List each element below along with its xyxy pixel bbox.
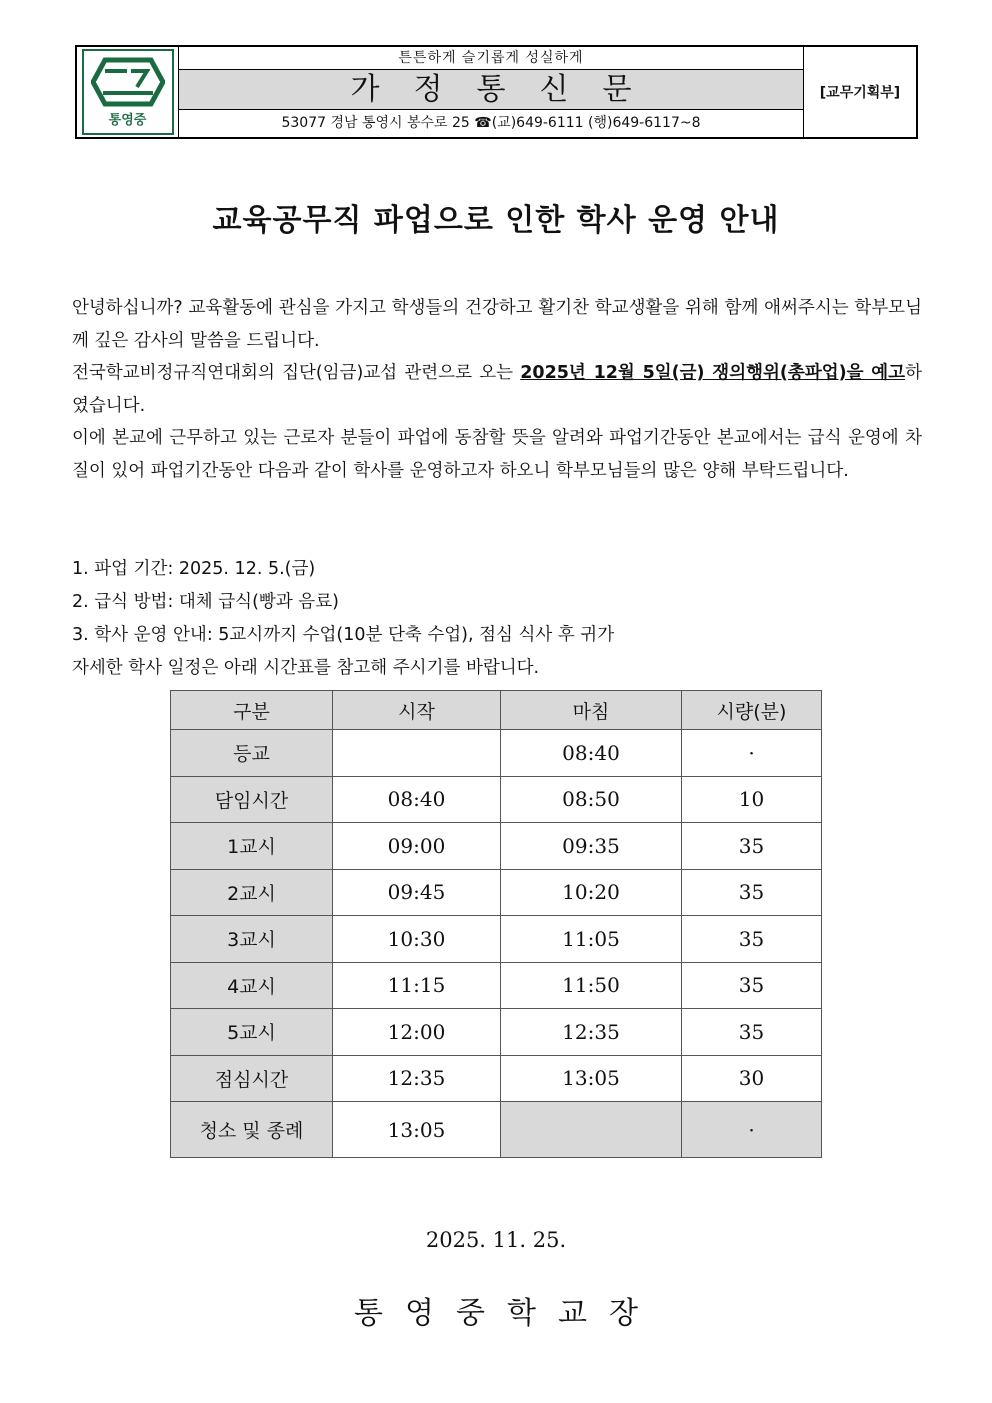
table-row xyxy=(171,1102,822,1158)
table-cell: 10:20 xyxy=(501,869,682,916)
table-header-start: 시작 xyxy=(333,691,501,730)
table-cell: 13:05 xyxy=(501,1055,682,1102)
school-motto: 튼튼하게 슬기롭게 성실하게 xyxy=(179,47,803,70)
table-cell: 11:50 xyxy=(501,962,682,1009)
table-cell: 10:30 xyxy=(333,916,501,963)
table-cell: 등교 xyxy=(171,730,333,777)
table-cell: 11:15 xyxy=(333,962,501,1009)
table-cell: 35 xyxy=(682,869,822,916)
issue-date: 2025. 11. 25. xyxy=(425,1228,567,1252)
info-list xyxy=(72,553,922,685)
table-cell: 09:45 xyxy=(333,869,501,916)
table-header-row xyxy=(171,691,822,730)
table-cell: 35 xyxy=(682,823,822,870)
table-cell: 5교시 xyxy=(171,1009,333,1056)
table-cell: 13:05 xyxy=(333,1102,501,1158)
principal-signature: 통영중학교장 xyxy=(354,1296,660,1331)
list-item: 3. 학사 운영 안내: 5교시까지 수업(10분 단축 수업), 점심 식사 후 귀가 xyxy=(72,625,615,645)
table-cell: 담임시간 xyxy=(171,776,333,823)
table-row xyxy=(171,823,822,870)
department-label: [교무기획부] xyxy=(819,85,901,101)
table-cell: 35 xyxy=(682,916,822,963)
document-title: 교육공무직 파업으로 인한 학사 운영 안내 xyxy=(212,203,780,238)
newsletter-header xyxy=(75,45,918,139)
header-center xyxy=(179,47,804,137)
table-cell: 08:40 xyxy=(501,730,682,777)
strike-notice-emphasis: 2025년 12월 5일(금) 쟁의행위(총파업)을 예고 xyxy=(520,363,906,383)
school-logo-cell xyxy=(77,47,179,137)
strike-notice-post: 하였습니다. xyxy=(72,363,922,416)
paragraph-request: 이에 본교에 근무하고 있는 근로자 분들이 파업에 동참할 뜻을 알려와 파업기간동안 본교에서는 급식 운영에 차질이 있어 파업기간동안 다음과 같이 학사를 운영하고자 하오니 학부모님들의 많은 양해 부탁드립니다. xyxy=(72,428,922,481)
table-cell xyxy=(501,1102,682,1158)
newsletter-title: 가정통신문 xyxy=(179,70,803,110)
table-cell: 12:00 xyxy=(333,1009,501,1056)
table-cell: 08:50 xyxy=(501,776,682,823)
school-logo xyxy=(82,49,174,135)
table-row xyxy=(171,916,822,963)
table-cell: 12:35 xyxy=(333,1055,501,1102)
list-item: 1. 파업 기간: 2025. 12. 5.(금) xyxy=(72,559,316,579)
table-row xyxy=(171,776,822,823)
logo-text: 통영중 xyxy=(108,112,147,128)
table-row xyxy=(171,869,822,916)
table-cell: 12:35 xyxy=(501,1009,682,1056)
school-emblem-icon xyxy=(91,57,165,107)
table-header-end: 마침 xyxy=(501,691,682,730)
table-cell: 10 xyxy=(682,776,822,823)
table-cell: 09:35 xyxy=(501,823,682,870)
paragraph-greeting: 안녕하십니까? 교육활동에 관심을 가지고 학생들의 건강하고 활기찬 학교생활을 위해 함께 애써주시는 학부모님께 깊은 감사의 말씀을 드립니다. xyxy=(72,298,922,351)
strike-notice-pre: 전국학교비정규직연대회의 집단(임금)교섭 관련으로 오는 xyxy=(72,363,521,383)
table-cell: 4교시 xyxy=(171,962,333,1009)
table-cell: 35 xyxy=(682,962,822,1009)
list-item: 2. 급식 방법: 대체 급식(빵과 음료) xyxy=(72,592,339,612)
table-row xyxy=(171,1055,822,1102)
table-cell: 점심시간 xyxy=(171,1055,333,1102)
table-cell: · xyxy=(682,730,822,777)
table-header-duration: 시량(분) xyxy=(682,691,822,730)
table-cell xyxy=(333,730,501,777)
table-cell: 1교시 xyxy=(171,823,333,870)
table-cell: 2교시 xyxy=(171,869,333,916)
table-cell: 09:00 xyxy=(333,823,501,870)
paragraph-strike-notice xyxy=(72,357,922,422)
school-address: 53077 경남 통영시 봉수로 25 ☎(교)649-6111 (행)649-6117~8 xyxy=(281,115,701,131)
table-cell: 3교시 xyxy=(171,916,333,963)
table-cell: 08:40 xyxy=(333,776,501,823)
schedule-table xyxy=(170,690,822,1158)
table-cell: 30 xyxy=(682,1055,822,1102)
table-row xyxy=(171,730,822,777)
table-cell: 청소 및 종례 xyxy=(171,1102,333,1158)
table-cell: 11:05 xyxy=(501,916,682,963)
table-cell: · xyxy=(682,1102,822,1158)
table-row xyxy=(171,1009,822,1056)
table-header-category: 구분 xyxy=(171,691,333,730)
table-row xyxy=(171,962,822,1009)
table-cell: 35 xyxy=(682,1009,822,1056)
list-item: 자세한 학사 일정은 아래 시간표를 참고해 주시기를 바랍니다. xyxy=(72,658,540,678)
